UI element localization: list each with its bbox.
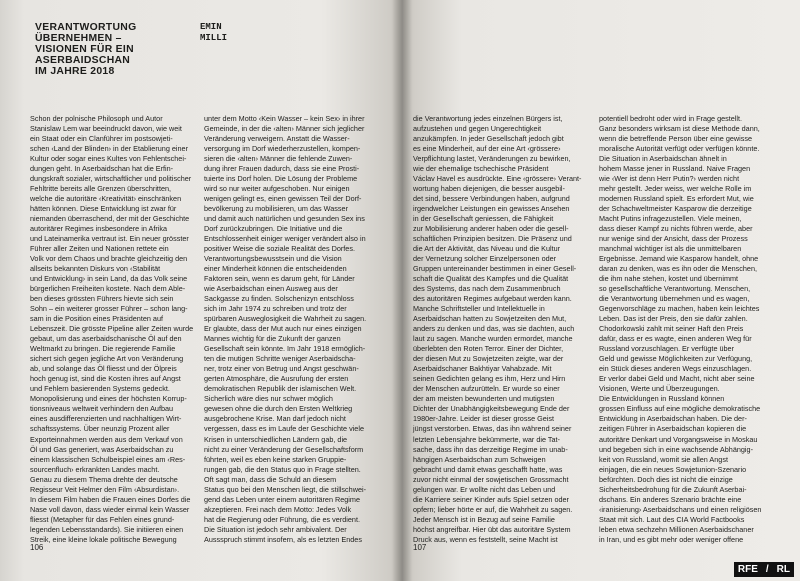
text-line: Regisseur Veit Helmer den Film ‹Absurdistan›. (30, 484, 180, 494)
text-line: anzukämpfen. In jeder Gesellschaft jedoch gibt (413, 134, 564, 144)
text-line: hat die Regierung oder Führung, die es verdient. (204, 514, 360, 524)
text-line: legenden Lebensstandards). Sie initiieren einen (30, 524, 184, 534)
text-line: Russland vorzuschlagen. Er verfügte über (599, 344, 735, 354)
text-line: Schon der polnische Philosoph und Autor (30, 114, 163, 123)
text-line: Macht Putins infragezustellen. Viele meinen, (599, 214, 742, 224)
text-line: Druck aus, wenn es feststellt, seine Macht ist (413, 534, 558, 544)
text-line: wie der ehemalige tschechische Präsident (413, 164, 549, 174)
logo-text-rfe: RFE (734, 562, 762, 577)
text-line: Manche Schriftsteller und Intellektuelle in (413, 304, 545, 314)
text-line: ner, trotz einer von Betrug und Angst geschwän- (204, 364, 359, 374)
text-line: Lebenszeit. Die grösste Pipeline aller Zeiten wurde (30, 324, 194, 334)
text-line: Veränderung verweigern. Anstatt die Wasser- (204, 134, 350, 144)
text-line: In diesem Film haben die Frauen eines Dorfes die (30, 494, 191, 504)
text-line: Geld und gewisse Möglichkeiten zur Verfügung, (599, 354, 753, 364)
text-line: Sicherheitsbedrohung für die Zukunft Aserbai- (599, 484, 747, 494)
text-line: Visionen, Werte und Überzeugungen. (599, 384, 720, 394)
text-line: zuvor nicht einmal der sowjetischen Grossmacht (413, 474, 569, 484)
text-line: des autoritären Regimes aufgebaut werden kann. (413, 294, 572, 304)
text-line: und Lateinamerika vertraut ist. Ein neuer grösster (30, 234, 189, 244)
text-line: überlebten den Roten Terror. Einer der Dichter, (413, 344, 564, 354)
text-line: tionsniveaus weltweit verhindern den Aufbau (30, 404, 174, 414)
text-line: führten, weil es eben keine starken Gruppie- (204, 454, 347, 464)
right-page (402, 0, 800, 581)
text-line: Staat mit sich. Laut des CIA World Factbooks (599, 514, 745, 524)
text-line: gebracht und damit etwas geschafft hatte, was (413, 464, 563, 474)
text-line: Entschlossenheit einiger weniger verändert also in (204, 234, 366, 244)
logo-text-rl: RL (773, 562, 794, 577)
text-line: wortung haben diejenigen, die besser ausgebil- (413, 184, 565, 194)
text-line: es eine Minderheit, auf der eine Art ‹grössere› (413, 144, 561, 154)
text-line: in der Gesellschaft geniessen, die Fähigkeit (413, 214, 554, 224)
title-line: ÜBERNEHMEN – (35, 33, 122, 44)
text-line: Dichter der Unabhängigkeitsbewegung Ende der (413, 404, 570, 414)
text-line: sourcenfluch› erkrankten Landes macht. (30, 464, 160, 474)
text-line: bürgerlichen Freiheiten kostete. Nach dem Able- (30, 284, 186, 294)
text-line: Öl und Gas generiert, was Aserbaidschan zu (30, 444, 174, 454)
text-line: ‹iranisierung› Aserbaidschans und einen religiösen (599, 504, 762, 514)
text-line: gend das Leben unter einem autoritären Regime (204, 494, 360, 504)
text-line: versorgung im Dorf wiederherzustellen, kompen- (204, 144, 361, 154)
text-line: aufzustehen und gegen Ungerechtigkeit (413, 124, 542, 134)
text-line: und damit auch natürlichen und gesunden Sex ins (204, 214, 365, 224)
text-line: und Entwicklung› in sein Land, da das Volk seine (30, 274, 188, 284)
left-column-1 (30, 114, 206, 545)
text-line: opfern; lieber hörte er auf, die Wahrheit zu sagen. (413, 504, 573, 514)
text-line: Die Situation in Aserbaidschan ähnelt in (599, 154, 727, 164)
text-line: ten die mutigen Schritte weniger Aserbaidscha- (204, 354, 356, 364)
text-line: mehr gestellt. Jeder weiss, wer welche Rolle im (599, 184, 752, 194)
text-line: tuierte ins Dorf holen. Die Lösung der Probleme (204, 174, 358, 184)
right-column-1 (413, 114, 589, 545)
text-line: wenigen gelingt es, einen gewissen Teil der Dorf- (204, 194, 362, 204)
text-line: Genau zu diesem Thema drehte der deutsche (30, 474, 178, 484)
text-line: wie Aserbaidschan einen Ausweg aus der (204, 284, 338, 294)
text-line: modernen Russland spielt. Es erfordert Mut, wie (599, 194, 754, 204)
text-line: Status quo bei den Menschen liegt, die stillschwei- (204, 484, 367, 494)
text-line: ausgebrochene Krise. Man darf jedoch nicht (204, 414, 346, 424)
text-line: positiver Weise die soziale Realität des Dorfes. (204, 244, 355, 254)
title-line: IM JAHRE 2018 (35, 66, 115, 77)
text-line: akzeptieren. Frei nach dem Motto: Jedes Volk (204, 504, 352, 514)
text-line: wird so nur weiter aufgeschoben. Nur einigen (204, 184, 350, 194)
title-line: ASERBAIDSCHAN (35, 55, 131, 66)
text-line: sache, dass ihn das derzeitige Regime im unab- (413, 444, 568, 454)
text-line: wie ‹Wer ist denn Herr Putin?› werden nicht (599, 174, 740, 184)
text-line: der am meisten bewunderten und mutigsten (413, 394, 555, 404)
text-line: dass dieser Kampf zu nichts führen werde, aber (599, 224, 753, 234)
article-title (35, 22, 205, 77)
text-line: Jeder Mensch ist in Bezug auf seine Familie (413, 514, 555, 524)
text-line: vergessen, dass es im Laufe der Geschichte viele (204, 424, 364, 434)
text-line: Václav Havel es ausdrückte. Eine ‹grössere› Verant- (413, 174, 582, 184)
text-line: schaft die Qualität des Kampfes und die Qualität (413, 274, 569, 284)
text-line: und begeben sich in eine wachsende Abhängig- (599, 444, 753, 454)
text-line: moralische Autorität verfügt oder verfügen könnte. (599, 144, 760, 154)
page-number-right: 107 (413, 543, 427, 552)
text-line: und Fehlern basierenden Systems gedeckt. (30, 384, 170, 394)
text-line: zur Mobilisierung anderer haben oder die gesell- (413, 224, 569, 234)
text-line: schaftlichen Prinzipien besitzen. Die Präsenz und (413, 234, 572, 244)
text-line: einjagen, die ein neues Sowjetunion-Szenario (599, 464, 747, 474)
text-line: sam in die Position eines Präsidenten auf (30, 314, 163, 324)
text-line: Oft sagt man, dass die Schuld an diesem (204, 474, 337, 484)
text-line: die Art der Aktivität, das Niveau und die Kultur (413, 244, 561, 254)
author-name (200, 22, 227, 44)
text-line: Ergebnisse. Jemand wie Kasparow handelt, ohne (599, 254, 759, 264)
text-line: befürchten. Doch dies ist nicht die einzige (599, 474, 733, 484)
title-line: VERANTWORTUNG (35, 22, 137, 33)
text-line: Verantwortungsbewusstsein und die Vision (204, 254, 342, 264)
text-line: sich im Jahr 1974 zu schreiben und trotz der (204, 304, 347, 314)
text-line: autoritärer Regimes insbesondere in Afrika (30, 224, 168, 234)
text-line: die ihm nahe stehen, kostet und übernimmt (599, 274, 739, 284)
text-line: niemanden überraschend, der mit der Geschichte (30, 214, 190, 224)
text-line: die Verantwortung übernehmen und es wagen, (599, 294, 750, 304)
text-line: dungen geht. In Aserbaidschan hat die Erfin- (30, 164, 174, 174)
rferl-logo (734, 562, 794, 577)
text-line: hohem Masse jener in Russland. Naive Fragen (599, 164, 751, 174)
text-line: autoritäre Denkart und Vorgangsweise in Moskau (599, 434, 758, 444)
text-line: demokratischen Republik der islamischen Welt. (204, 384, 357, 394)
text-line: fliesst (Metapher für das Fehlen eines grund- (30, 514, 175, 524)
text-line: Chodorkowski zahlt mit seiner Haft den Preis (599, 324, 744, 334)
text-line: Aserbaidschaner Bakhtiyar Vahabzade. Mit (413, 364, 552, 374)
text-line: hätten können. Diese Entwicklung ist zwar für (30, 204, 177, 214)
text-line: gewesen ohne die durch den Ersten Weltkrieg (204, 404, 353, 414)
text-line: Mannes wichtig für die Zukunft der ganzen (204, 334, 341, 344)
text-line: nur wenige sind der Ansicht, dass der Prozess (599, 234, 748, 244)
text-line: Entwicklung in Aserbaidschan haben. Die der- (599, 414, 747, 424)
text-line: Leben. Das ist der Preis, den sie dafür zahlen. (599, 314, 748, 324)
text-line: der Schachweltmeister Kasparow die derzeitige (599, 204, 752, 214)
text-line: die Verantwortung jedes einzelnen Bürgers ist, (413, 114, 563, 123)
text-line: sieren die ‹alten› Männer die fehlende Zuwen- (204, 154, 353, 164)
text-line: schaftssystems. Über neunzig Prozent aller (30, 424, 170, 434)
text-line: der Menschen aufzurütteln. Er wurde so einer (413, 384, 560, 394)
text-line: der diesen Mut zu Sowjetzeiten zeigte, war der (413, 354, 564, 364)
text-line: dungskraft sozialer, wirtschaftlicher und politischer (30, 174, 192, 184)
text-line: leben etwa sechzehn Millionen Aserbaidschaner (599, 524, 754, 534)
logo-text-slash: / (762, 562, 773, 577)
text-line: die Karriere seiner Kinder aufs Spiel setzen oder (413, 494, 569, 504)
text-line: allseits bekannten Diskurs von ‹Stabilität (30, 264, 161, 274)
text-line: Die Entwicklungen in Russland können (599, 394, 725, 404)
text-line: Monopolisierung und eines der höchsten Korrup- (30, 394, 187, 404)
text-line: Sicherlich wäre dies nur schwer möglich (204, 394, 333, 404)
text-line: laut zu sagen. Manche wurden ermordet, manche (413, 334, 573, 344)
text-line: einer Minderheit können die entscheidenden (204, 264, 347, 274)
text-line: Stanislaw Lem war beeindruckt davon, wie weit (30, 124, 182, 134)
text-line: sichert sich gegen jegliche Art von Veränderung (30, 354, 184, 364)
text-line: hängigen Aserbaidschan zum Schweigen (413, 454, 546, 464)
text-line: Volk vor dem Chaos und brachte gleichzeitig den (30, 254, 188, 264)
text-line: ab, und solange das Öl fliesst und der Ölpreis (30, 364, 177, 374)
text-line: gebaut, um das aserbaidschanische Öl auf den (30, 334, 182, 344)
text-line: Verpflichtung lastet, Veränderungen zu bewirken, (413, 154, 571, 164)
author-first-name: EMIN (200, 22, 222, 32)
text-line: hoch genug ist, sind die Kosten ihres auf Angst (30, 374, 181, 384)
text-line: rungen gab, die den Status quo in Frage stellten. (204, 464, 361, 474)
text-line: Aserbaidschan hatten zu Sowjetzeiten den Mut, (413, 314, 567, 324)
text-line: Gemeinde, in der die ‹alten› Männer sich jeglicher (204, 124, 365, 134)
text-line: irgendwelcher Leistungen ein gewisses Ansehen (413, 204, 570, 214)
text-line: Weltmarkt zu bringen. Die regierende Familie (30, 344, 176, 354)
text-line: det sind, bessere Verbindungen haben, aufgrund (413, 194, 570, 204)
text-line: Die Situation ist jedoch sehr ambivalent. Der (204, 524, 347, 534)
text-line: dung ihrer Frauen dadurch, dass sie eine Prosti- (204, 164, 360, 174)
text-line: nicht zu einer Veränderung der Gesellschaftsform (204, 444, 364, 454)
title-line: VISIONEN FÜR EIN (35, 44, 134, 55)
text-line: Ganz besonders wirksam ist diese Methode dann, (599, 124, 760, 134)
text-line: Exporteinnahmen werden aus dem Verkauf von (30, 434, 183, 444)
text-line: seinen Gedichten gelang es ihm, Herz und Hirn (413, 374, 566, 384)
author-last-name: MILLI (200, 33, 228, 43)
text-line: jüngst verstorben. Etwas, das ihn während seiner (413, 424, 572, 434)
text-line: Streik, eine kleine lokale politische Bewegung (30, 534, 177, 544)
text-line: Gruppen untereinander bestimmen in einer Gesell- (413, 264, 577, 274)
text-line: ben dieses grössten Führers hievte sich sein (30, 294, 174, 304)
text-line: grossen Einfluss auf eine mögliche demokratische (599, 404, 761, 414)
text-line: in Iran, und es gibt mehr oder weniger offene (599, 534, 744, 544)
text-line: keit von Russland, womit sie allen Angst (599, 454, 728, 464)
text-line: dschans. Ein anderes Szenario brächte eine (599, 494, 742, 504)
text-line: spürbaren Ausweglosigkeit die Wahrheit zu sagen. (204, 314, 367, 324)
text-line: Führer aller Zeiten und Nationen rettete ein (30, 244, 169, 254)
text-line: anders zu denken und das, was sie dachten, auch (413, 324, 575, 334)
text-line: höchst angreifbar. Hier übt das autoritäre System (413, 524, 571, 534)
book-gutter-shadow (392, 0, 412, 581)
text-line: welche die autoritäre ‹Kreativität› einschränken (30, 194, 182, 204)
text-line: Gegenvorschläge zu machen, haben kein leichtes (599, 304, 760, 314)
text-line: unter dem Motto ‹Kein Wasser – kein Sex› in ihrer (204, 114, 365, 123)
text-line: daran zu denken, was es ihn oder die Menschen, (599, 264, 757, 274)
text-line: dafür, dass er es wagte, einen anderen Weg für (599, 334, 752, 344)
text-line: 1980er-Jahre. Leider ist dieser grosse Geist (413, 414, 555, 424)
left-column-2 (204, 114, 380, 545)
text-line: gerten Atmosphäre, die Ausrufung der ersten (204, 374, 349, 384)
text-line: zeitigen Führer in Aserbaidschan kopieren die (599, 424, 747, 434)
text-line: eines ausdifferenzierten und nachhaltigen Wirt- (30, 414, 182, 424)
text-line: Dorf zurückzubringen. Die Initiative und die (204, 224, 343, 234)
text-line: letzten Lebensjahre bekümmerte, war die Tat- (413, 434, 560, 444)
text-line: Faktoren sein, wenn es darum geht, für Länder (204, 274, 355, 284)
text-line: potentiell bedroht oder wird in Frage gestellt. (599, 114, 743, 123)
text-line: Sohn – ein weiterer grosser Führer – schon lang- (30, 304, 188, 314)
text-line: so gesellschaftliche Verantwortung. Menschen, (599, 284, 751, 294)
text-line: Er glaubte, dass der Mut auch nur eines einzigen (204, 324, 362, 334)
text-line: wenn die betreffende Person über eine gewisse (599, 134, 753, 144)
text-line: Sackgasse zu finden. Solschenizyn entschloss (204, 294, 354, 304)
text-line: Er verlor dabei Geld und Macht, nicht aber seine (599, 374, 755, 384)
text-line: gelungen war. Er wollte nicht das Leben und (413, 484, 556, 494)
text-line: schen ‹Land der Blinden› in der Etablierung einer (30, 144, 188, 154)
text-line: der Vernetzung solcher Einzelpersonen oder (413, 254, 557, 264)
text-line: Aussspruch stimmt insofern, als es letzten Endes (204, 534, 362, 544)
text-line: Nase voll davon, dass wieder einmal kein Wasser (30, 504, 190, 514)
text-line: Fehltritte bereits alle Grenzen überschritten, (30, 184, 172, 194)
text-line: bevölkerung zu mobilisieren, um das Wasser (204, 204, 348, 214)
text-line: Gesellschaft sein könnte. Im Jahr 1918 ermöglich- (204, 344, 366, 354)
right-column-2 (599, 114, 775, 545)
text-line: Krisen in unterschiedlichen Ländern gab, die (204, 434, 348, 444)
text-line: Kultur oder sogar eines Kultes von Fehlentschei- (30, 154, 187, 164)
text-line: manchmal wichtiger ist als die unmittelbaren (599, 244, 742, 254)
text-line: ein Staat oder ein Clanführer im postsowjeti- (30, 134, 173, 144)
text-line: einem klassischen Schulbeispiel eines am ‹Res- (30, 454, 186, 464)
text-line: ein Stück dieses anderen Wegs einzuschlagen. (599, 364, 752, 374)
text-line: des Systems, das nach dem Zusammenbruch (413, 284, 561, 294)
page-number-left: 106 (30, 543, 44, 552)
